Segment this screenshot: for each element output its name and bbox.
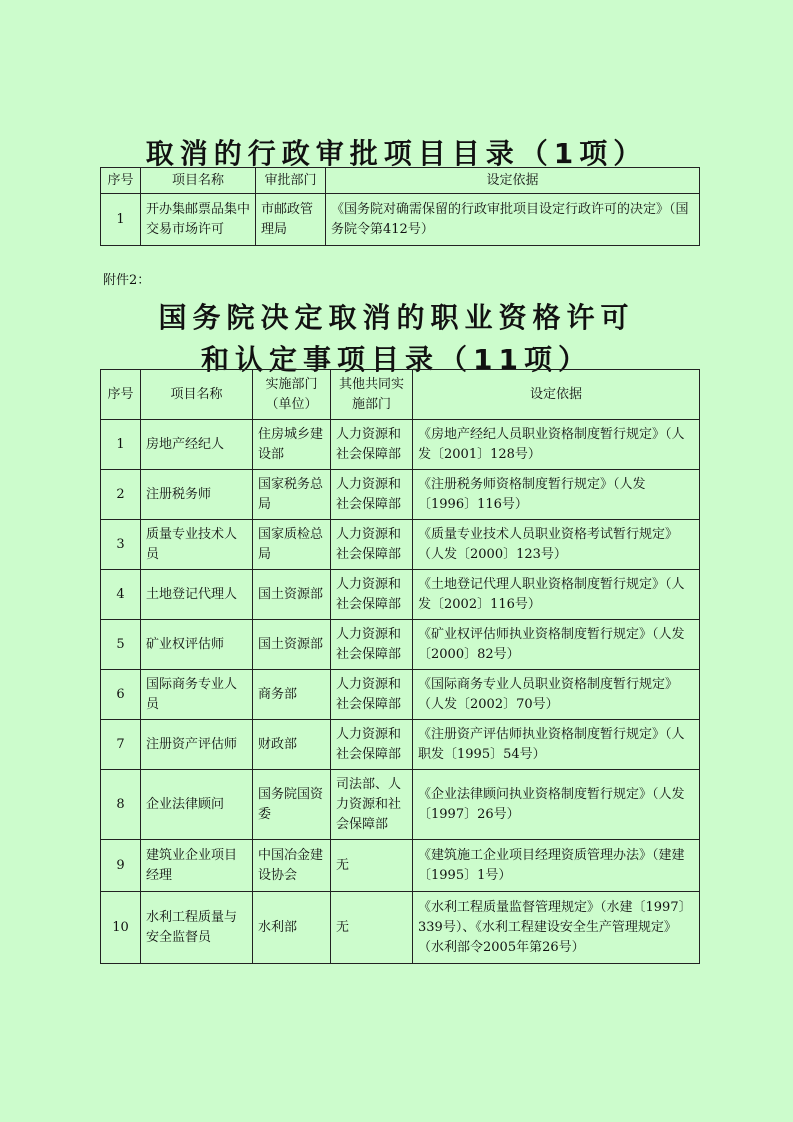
header-basis: 设定依据 xyxy=(326,168,700,194)
row-dept: 中国冶金建设协会 xyxy=(253,840,331,892)
row-dept: 水利部 xyxy=(253,892,331,964)
table-row xyxy=(101,620,700,670)
table-row xyxy=(101,670,700,720)
table-row xyxy=(101,520,700,570)
cancelled-approvals-table xyxy=(100,167,700,246)
row-dept: 商务部 xyxy=(253,670,331,720)
row-no: 8 xyxy=(101,770,141,840)
header-basis: 设定依据 xyxy=(413,370,700,420)
header-dept: 审批部门 xyxy=(256,168,326,194)
table-row xyxy=(101,570,700,620)
row-no: 1 xyxy=(101,194,141,246)
row-basis: 《房地产经纪人员职业资格制度暂行规定》（人发〔2001〕128号） xyxy=(413,420,700,470)
row-basis: 《注册资产评估师执业资格制度暂行规定》（人职发〔1995〕54号） xyxy=(413,720,700,770)
row-name: 注册税务师 xyxy=(141,470,253,520)
row-co-dept: 人力资源和社会保障部 xyxy=(331,520,413,570)
header-co-dept: 其他共同实施部门 xyxy=(331,370,413,420)
row-co-dept: 人力资源和社会保障部 xyxy=(331,720,413,770)
table-row xyxy=(101,470,700,520)
row-name: 国际商务专业人员 xyxy=(141,670,253,720)
row-basis: 《国际商务专业人员职业资格制度暂行规定》（人发〔2002〕70号） xyxy=(413,670,700,720)
section1-title: 取消的行政审批项目目录（1项） xyxy=(145,137,648,170)
row-dept: 住房城乡建设部 xyxy=(253,420,331,470)
row-name: 水利工程质量与安全监督员 xyxy=(141,892,253,964)
row-no: 2 xyxy=(101,470,141,520)
row-basis: 《土地登记代理人职业资格制度暂行规定》（人发〔2002〕116号） xyxy=(413,570,700,620)
row-basis: 《水利工程质量监督管理规定》（水建〔1997〕339号）、《水利工程建设安全生产管理规定》（水利部令2005年第26号） xyxy=(413,892,700,964)
table-row xyxy=(101,892,700,964)
row-name: 企业法律顾问 xyxy=(141,770,253,840)
row-basis: 《国务院对确需保留的行政审批项目设定行政许可的决定》（国务院令第412号） xyxy=(326,194,700,246)
row-no: 7 xyxy=(101,720,141,770)
row-dept: 国家税务总局 xyxy=(253,470,331,520)
section2-title-line1: 国务院决定取消的职业资格许可 xyxy=(158,301,635,334)
row-no: 5 xyxy=(101,620,141,670)
table-row xyxy=(101,420,700,470)
attachment-label: 附件2： xyxy=(103,273,151,288)
row-no: 1 xyxy=(101,420,141,470)
row-co-dept: 无 xyxy=(331,892,413,964)
row-co-dept: 人力资源和社会保障部 xyxy=(331,620,413,670)
row-co-dept: 人力资源和社会保障部 xyxy=(331,670,413,720)
row-name: 质量专业技术人员 xyxy=(141,520,253,570)
section2-title-line2: 和认定事项目录（11项） xyxy=(201,343,592,376)
row-basis: 《建筑施工企业项目经理资质管理办法》（建建〔1995〕1号） xyxy=(413,840,700,892)
row-no: 4 xyxy=(101,570,141,620)
row-name: 开办集邮票品集中交易市场许可 xyxy=(141,194,256,246)
row-co-dept: 人力资源和社会保障部 xyxy=(331,470,413,520)
row-name: 土地登记代理人 xyxy=(141,570,253,620)
row-basis: 《质量专业技术人员职业资格考试暂行规定》（人发〔2000〕123号） xyxy=(413,520,700,570)
cancelled-qualifications-table xyxy=(100,369,700,964)
row-name: 注册资产评估师 xyxy=(141,720,253,770)
table-row xyxy=(101,770,700,840)
row-dept: 市邮政管理局 xyxy=(256,194,326,246)
row-no: 9 xyxy=(101,840,141,892)
row-co-dept: 司法部、人力资源和社会保障部 xyxy=(331,770,413,840)
header-name: 项目名称 xyxy=(141,168,256,194)
row-co-dept: 人力资源和社会保障部 xyxy=(331,570,413,620)
table-row xyxy=(101,720,700,770)
row-dept: 国土资源部 xyxy=(253,570,331,620)
table-row xyxy=(101,840,700,892)
row-dept: 国土资源部 xyxy=(253,620,331,670)
header-no: 序号 xyxy=(101,370,141,420)
row-no: 6 xyxy=(101,670,141,720)
row-dept: 财政部 xyxy=(253,720,331,770)
row-co-dept: 无 xyxy=(331,840,413,892)
row-basis: 《注册税务师资格制度暂行规定》（人发〔1996〕116号） xyxy=(413,470,700,520)
header-name: 项目名称 xyxy=(141,370,253,420)
row-dept: 国家质检总局 xyxy=(253,520,331,570)
row-no: 3 xyxy=(101,520,141,570)
table-row xyxy=(101,194,700,246)
header-no: 序号 xyxy=(101,168,141,194)
row-dept: 国务院国资委 xyxy=(253,770,331,840)
row-basis: 《企业法律顾问执业资格制度暂行规定》（人发〔1997〕26号） xyxy=(413,770,700,840)
row-no: 10 xyxy=(101,892,141,964)
row-basis: 《矿业权评估师执业资格制度暂行规定》（人发〔2000〕82号） xyxy=(413,620,700,670)
row-name: 建筑业企业项目经理 xyxy=(141,840,253,892)
row-co-dept: 人力资源和社会保障部 xyxy=(331,420,413,470)
header-dept: 实施部门（单位） xyxy=(253,370,331,420)
row-name: 房地产经纪人 xyxy=(141,420,253,470)
row-name: 矿业权评估师 xyxy=(141,620,253,670)
